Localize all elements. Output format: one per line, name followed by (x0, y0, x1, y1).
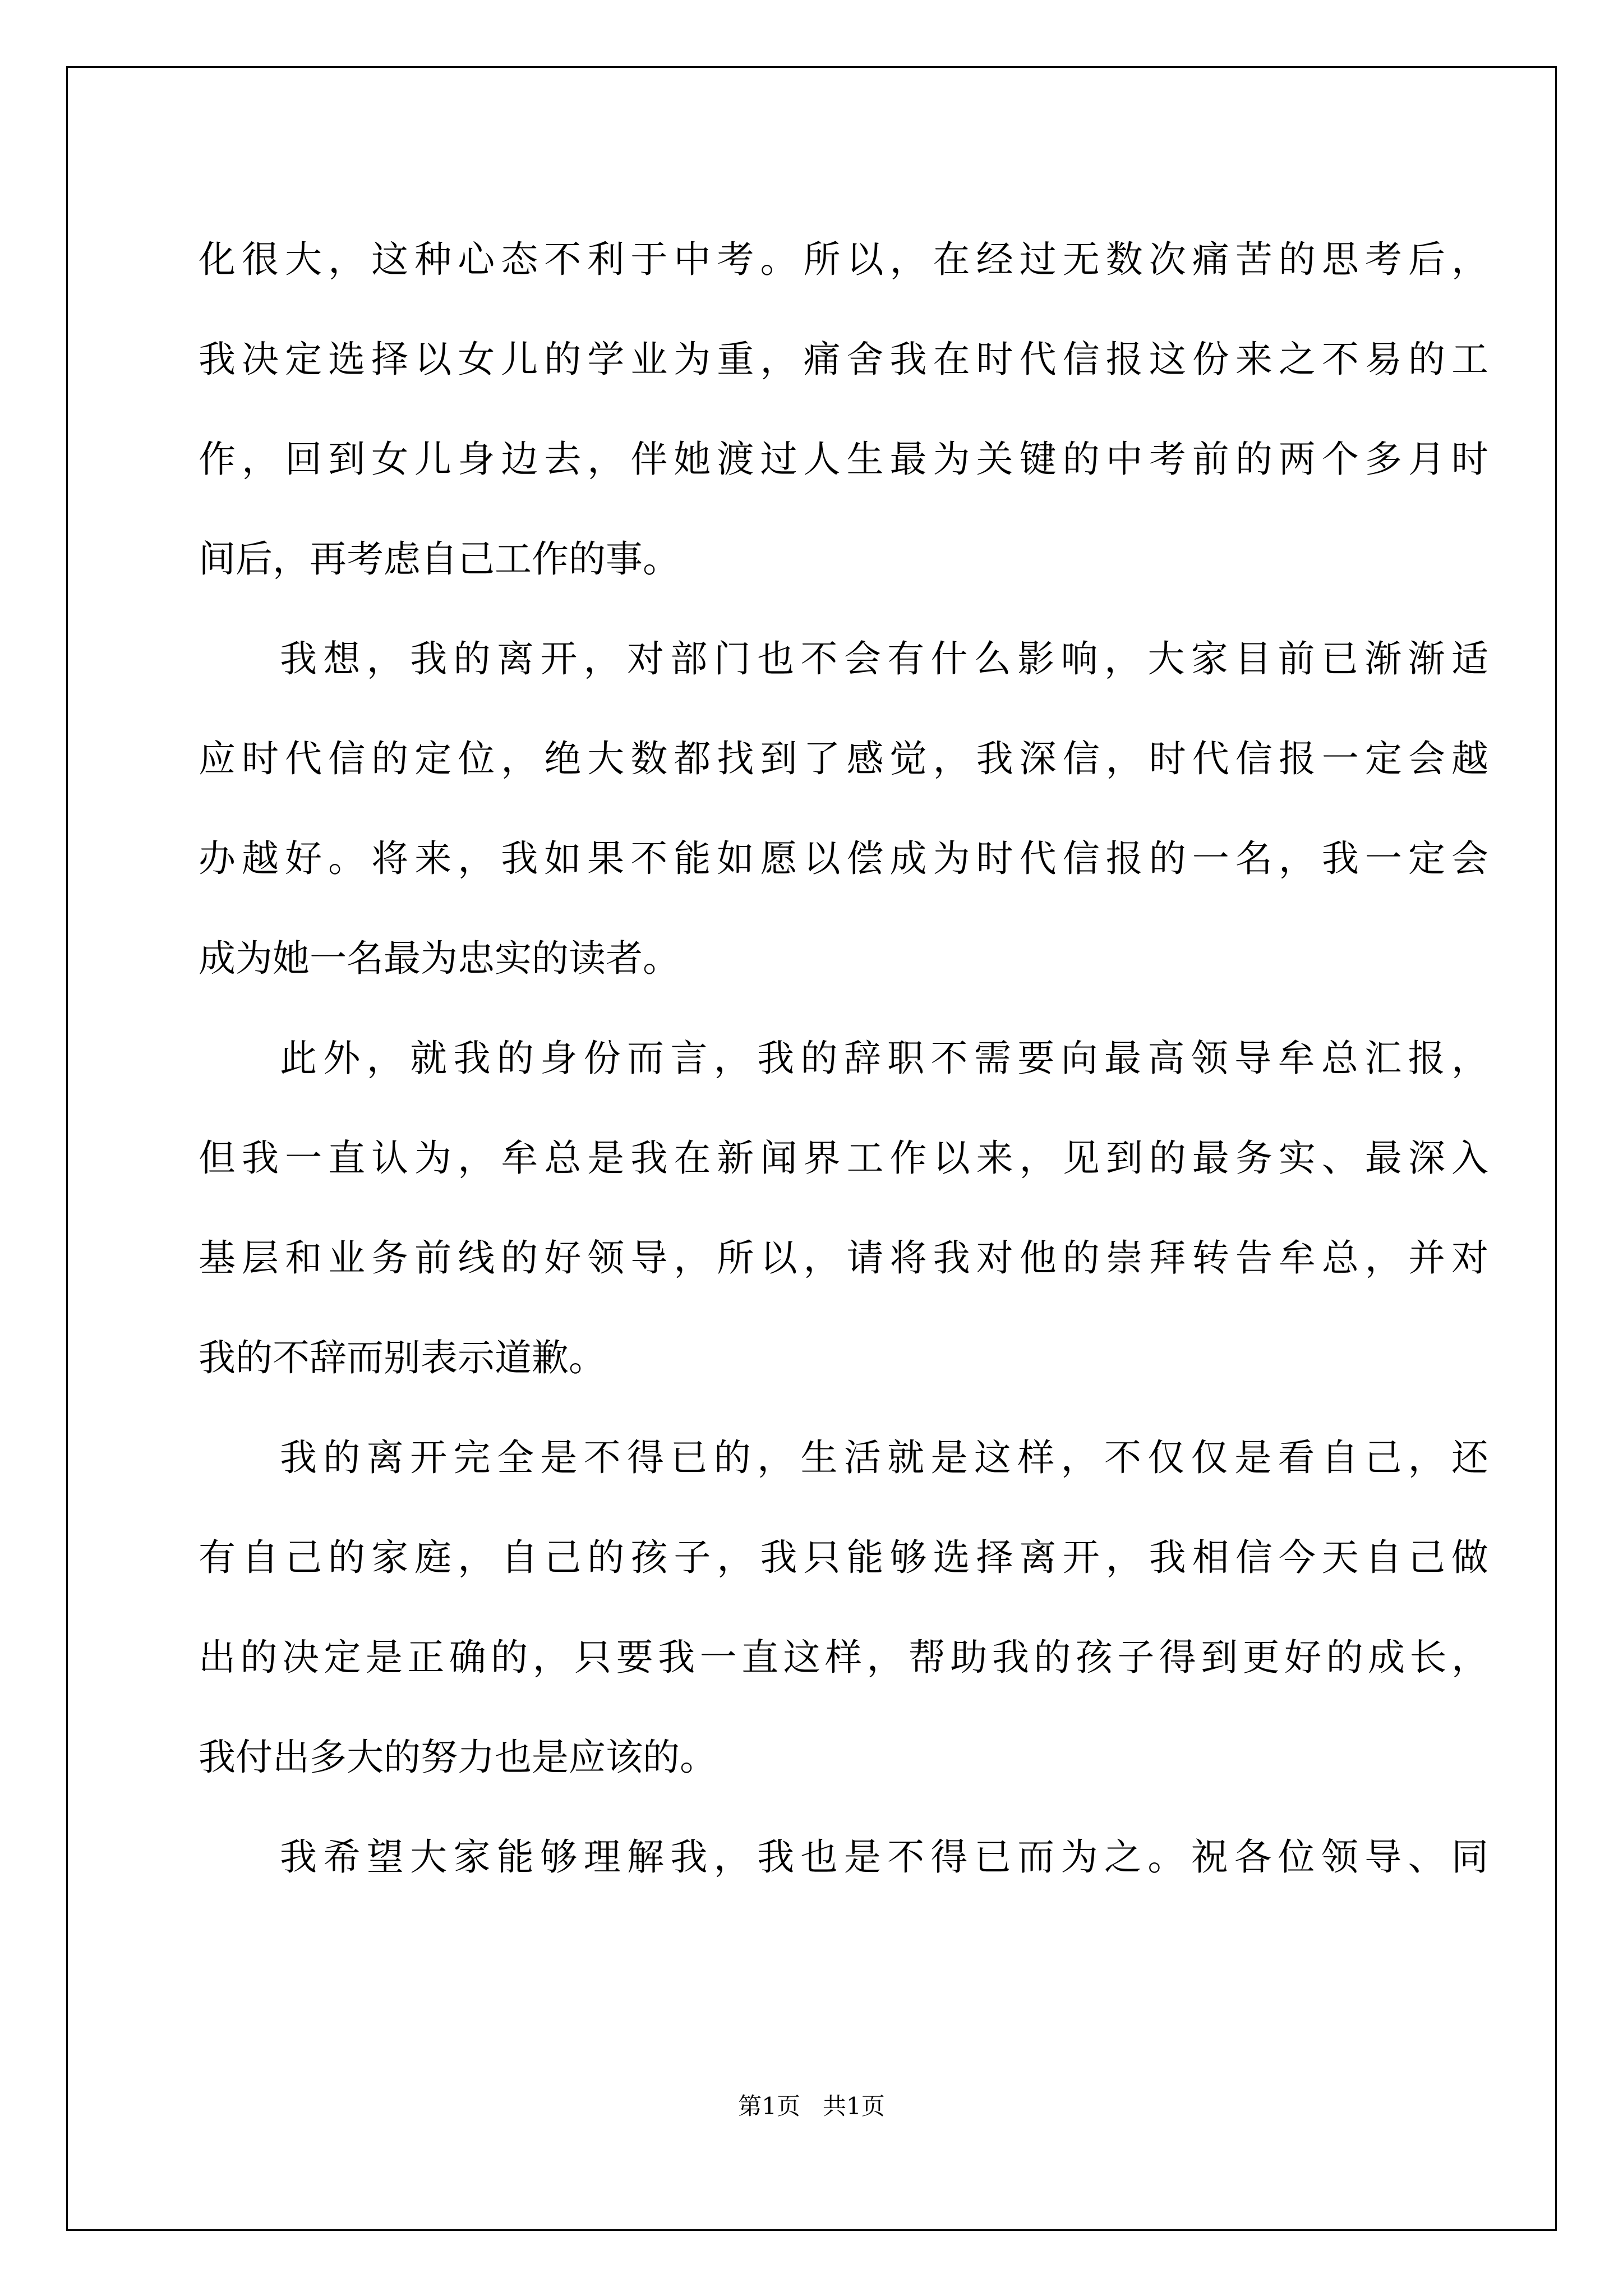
paragraph-first-line: 我希望大家能够理解我，我也是不得已而为之。祝各位领导、同 (280, 1835, 1488, 1879)
text-line: 应时代信的定位，绝大数都找到了感觉，我深信，时代信报一定会越 (199, 737, 1488, 780)
text-line: 出的决定是正确的，只要我一直这样，帮助我的孩子得到更好的成长， (199, 1636, 1488, 1679)
text-line: 化很大，这种心态不利于中考。所以，在经过无数次痛苦的思考后， (199, 238, 1488, 281)
text-line: 作，回到女儿身边去，伴她渡过人生最为关键的中考前的两个多月时 (199, 438, 1488, 481)
page-number-footer: 第1页 共1页 (738, 2092, 885, 2120)
paragraph-first-line: 此外，就我的身份而言，我的辞职不需要向最高领导牟总汇报， (280, 1037, 1488, 1080)
text-line: 我的不辞而别表示道歉。 (199, 1336, 606, 1379)
paragraph-first-line: 我的离开完全是不得已的，生活就是这样，不仅仅是看自己，还 (280, 1436, 1488, 1479)
document-body (199, 210, 1488, 1907)
text-line: 间后，再考虑自己工作的事。 (199, 537, 680, 581)
text-line: 基层和业务前线的好领导，所以，请将我对他的崇拜转告牟总，并对 (199, 1236, 1488, 1280)
text-line: 我付出多大的努力也是应该的。 (199, 1736, 717, 1779)
text-line: 办越好。将来，我如果不能如愿以偿成为时代信报的一名，我一定会 (199, 837, 1488, 880)
text-line: 但我一直认为，牟总是我在新闻界工作以来，见到的最务实、最深入 (199, 1137, 1488, 1180)
text-line: 成为她一名最为忠实的读者。 (199, 937, 680, 980)
text-line: 有自己的家庭，自己的孩子，我只能够选择离开，我相信今天自己做 (199, 1536, 1488, 1579)
text-line: 我决定选择以女儿的学业为重，痛舍我在时代信报这份来之不易的工 (199, 338, 1488, 381)
paragraph-first-line: 我想，我的离开，对部门也不会有什么影响，大家目前已渐渐适 (280, 637, 1488, 680)
